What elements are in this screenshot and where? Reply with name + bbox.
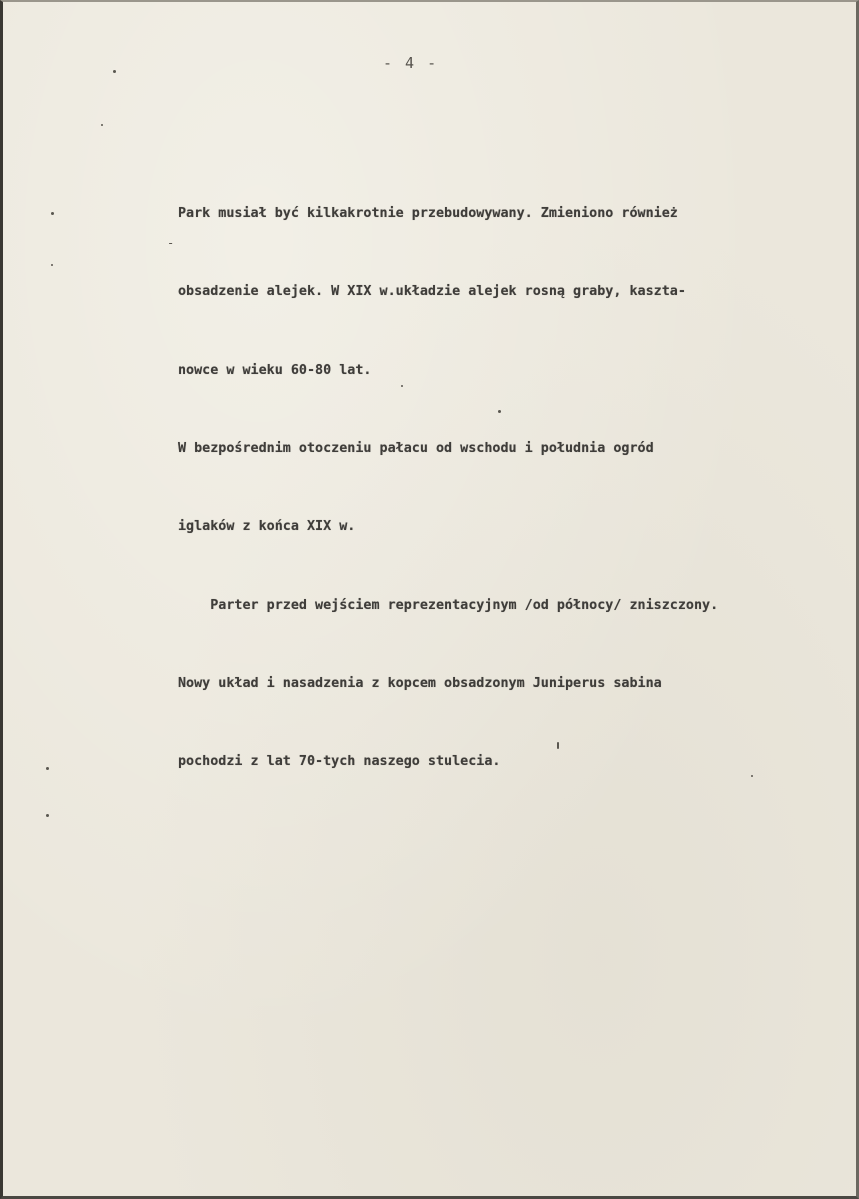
paper-speck <box>51 212 54 215</box>
text-line: W bezpośrednim otoczeniu pałacu od wschodu i południa ogród <box>178 441 654 457</box>
paper-speck <box>46 767 49 770</box>
text-line: Park musiał być kilkakrotnie przebudowywany. Zmieniono również <box>178 206 678 222</box>
text-line: obsadzenie alejek. W XIX w.układzie alejek rosną graby, kaszta- <box>178 284 686 300</box>
paper-speck <box>51 264 53 266</box>
text-line: nowce w wieku 60-80 lat. <box>178 362 372 378</box>
text-line: pochodzi z lat 70-tych naszego stulecia. <box>178 754 501 770</box>
paper-speck <box>401 385 403 387</box>
body-text <box>178 149 858 827</box>
paper-speck <box>557 742 559 749</box>
paper-speck <box>751 775 753 777</box>
paper-speck <box>101 124 103 126</box>
text-line: Parter przed wejściem reprezentacyjnym /od północy/ zniszczony. <box>178 597 719 613</box>
text-line: iglaków z końca XIX w. <box>178 519 356 535</box>
text-line: Nowy układ i nasadzenia z kopcem obsadzonym Juniperus sabina <box>178 675 662 691</box>
paper-speck <box>498 410 501 413</box>
page-number: - 4 - <box>383 54 439 72</box>
paper-speck <box>113 70 116 73</box>
paper-speck <box>46 814 49 817</box>
margin-mark: - <box>167 236 175 250</box>
